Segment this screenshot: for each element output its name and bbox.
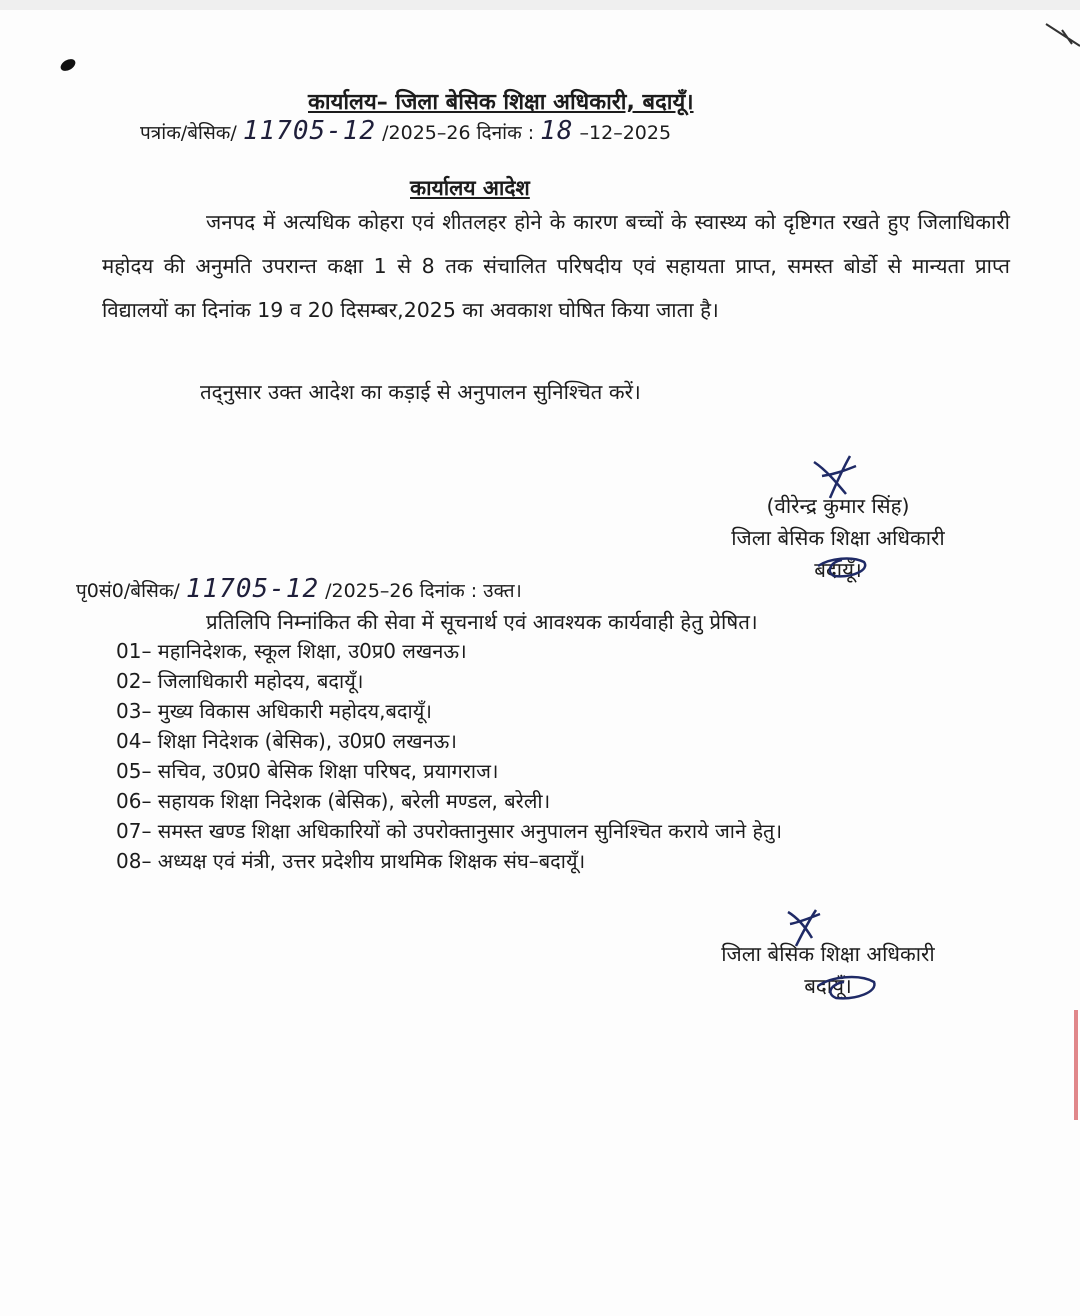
copy-ref-prefix: पृ0सं0/बेसिक/	[76, 580, 180, 602]
handwritten-copy-ref-number: 11705-12	[185, 574, 320, 604]
signature-scribble-2	[788, 910, 820, 946]
signature-scribble-1	[814, 456, 856, 498]
ref-year: /2025–26 दिनांक :	[382, 122, 535, 144]
ref-date-rest: –12–2025	[579, 122, 672, 144]
order-heading: कार्यालय आदेश	[410, 176, 530, 200]
officer-designation: जिला बेसिक शिक्षा अधिकारी	[731, 526, 945, 550]
copy-intro: प्रतिलिपि निम्नांकित की सेवा में सूचनार्थ एवं आवश्यक कार्यवाही हेतु प्रेषित।	[206, 610, 758, 634]
list-item: 06– सहायक शिक्षा निदेशक (बेसिक), बरेली मण्डल, बरेली।	[116, 789, 551, 813]
compliance-line: तद्नुसार उक्त आदेश का कड़ाई से अनुपालन सुनिश्चित करें।	[200, 380, 641, 404]
office-title: कार्यालय– जिला बेसिक शिक्षा अधिकारी, बदायूँ।	[308, 90, 694, 115]
edge-mark	[1074, 1010, 1078, 1120]
copy-ref-rest: /2025–26 दिनांक : उक्त।	[325, 580, 522, 602]
initials-loop-2	[818, 977, 874, 998]
officer-designation-2: जिला बेसिक शिक्षा अधिकारी	[721, 942, 935, 966]
ref-prefix: पत्रांक/बेसिक/	[140, 122, 237, 144]
officer-place-2: बदायूँ।	[804, 974, 852, 998]
handwritten-ref-day: 18	[540, 116, 574, 146]
list-item: 05– सचिव, उ0प्र0 बेसिक शिक्षा परिषद, प्रयागराज।	[116, 759, 499, 783]
handwritten-ref-number: 11705-12	[242, 116, 377, 146]
list-item: 02– जिलाधिकारी महोदय, बदायूँ।	[116, 669, 364, 693]
officer-name: (वीरेन्द्र कुमार सिंह)	[766, 494, 910, 518]
list-item: 01– महानिदेशक, स्कूल शिक्षा, उ0प्र0 लखनऊ।	[116, 639, 467, 663]
list-item: 08– अध्यक्ष एवं मंत्री, उत्तर प्रदेशीय प्राथमिक शिक्षक संघ–बदायूँ।	[116, 849, 586, 873]
scan-speck	[1046, 24, 1080, 46]
list-item: 03– मुख्य विकास अधिकारी महोदय,बदायूँ।	[116, 699, 432, 723]
order-paragraph: जनपद में अत्यधिक कोहरा एवं शीतलहर होने के कारण बच्चों के स्वास्थ्य को दृष्टिगत रखते हुए जिलाधिकारी महोदय की अनुमति उपरान्त कक्षा 1 से 8 तक संचालित परिषदीय एवं सहायता प्राप्त, समस्त बोर्डो से मान्यता प्राप्त विद्यालयों का दिनांक 19 व 20 दिसम्बर,2025 का अवकाश घोषित किया जाता है।	[102, 210, 1010, 322]
list-item: 07– समस्त खण्ड शिक्षा अधिकारियों को उपरोक्तानुसार अनुपालन सुनिश्चित कराये जाने हेतु।	[116, 819, 783, 843]
ink-blot	[59, 57, 78, 74]
initials-loop-1	[818, 559, 865, 577]
officer-place: बदायूँ।	[814, 558, 862, 582]
list-item: 04– शिक्षा निदेशक (बेसिक), उ0प्र0 लखनऊ।	[116, 729, 457, 753]
